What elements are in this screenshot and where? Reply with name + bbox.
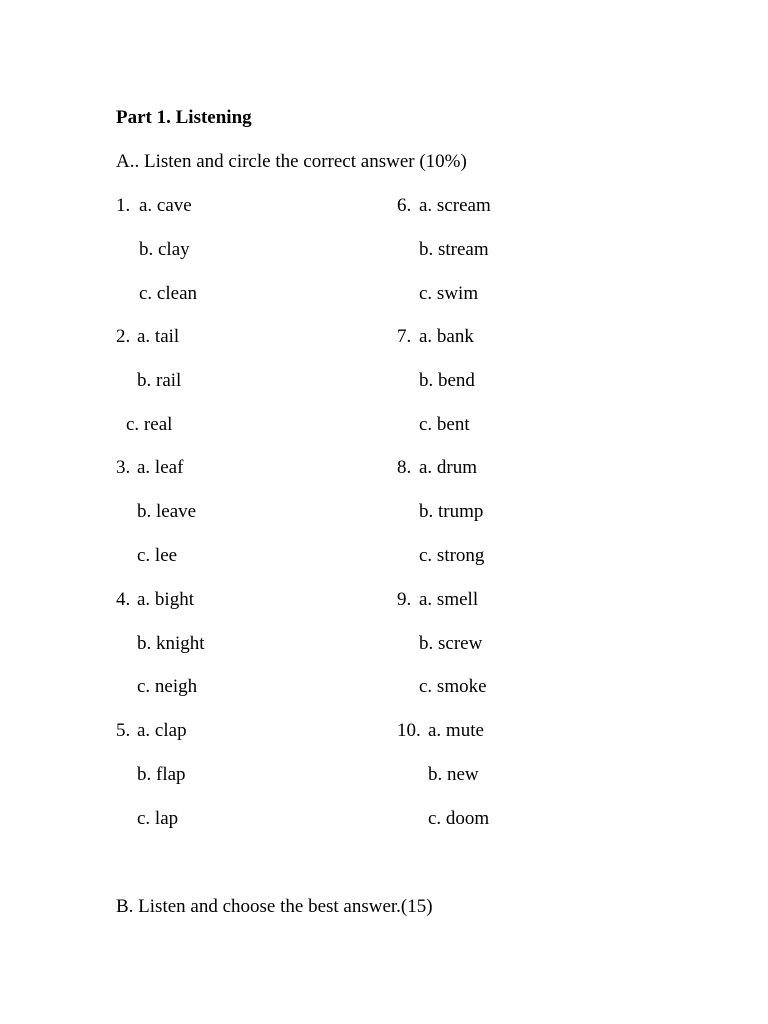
- option-b: b. leave: [137, 501, 197, 522]
- question-number: 10.: [397, 720, 421, 741]
- section-b-heading: B. Listen and choose the best answer.(15): [116, 896, 433, 917]
- option-a: a. drum: [419, 457, 478, 478]
- option-a: a. cave: [139, 195, 192, 216]
- option-c: c. lap: [137, 808, 179, 829]
- question-number: 6.: [397, 195, 412, 216]
- option-c: c. swim: [419, 283, 479, 304]
- option-b: b. clay: [139, 239, 190, 260]
- option-a: a. scream: [419, 195, 491, 216]
- question-number: 1.: [116, 195, 131, 216]
- question-number: 5.: [116, 720, 131, 741]
- option-c: c. doom: [428, 808, 490, 829]
- option-a: a. smell: [419, 589, 479, 610]
- option-c: c. smoke: [419, 676, 487, 697]
- question-number: 7.: [397, 326, 412, 347]
- option-a: a. mute: [428, 720, 484, 741]
- option-c: c. strong: [419, 545, 485, 566]
- option-a: a. leaf: [137, 457, 184, 478]
- option-a: a. clap: [137, 720, 187, 741]
- option-c: c. real: [126, 414, 173, 435]
- option-c: c. lee: [137, 545, 178, 566]
- option-a: a. bight: [137, 589, 194, 610]
- option-c: c. clean: [139, 283, 198, 304]
- option-b: b. bend: [419, 370, 475, 391]
- option-b: b. flap: [137, 764, 186, 785]
- question-number: 3.: [116, 457, 131, 478]
- question-number: 8.: [397, 457, 412, 478]
- option-c: c. neigh: [137, 676, 198, 697]
- option-b: b. screw: [419, 633, 483, 654]
- option-b: b. stream: [419, 239, 489, 260]
- option-b: b. trump: [419, 501, 484, 522]
- question-number: 4.: [116, 589, 131, 610]
- option-c: c. bent: [419, 414, 470, 435]
- option-b: b. knight: [137, 633, 205, 654]
- part-title: Part 1. Listening: [116, 107, 252, 128]
- question-number: 2.: [116, 326, 131, 347]
- option-b: b. new: [428, 764, 479, 785]
- option-a: a. tail: [137, 326, 180, 347]
- option-a: a. bank: [419, 326, 474, 347]
- question-number: 9.: [397, 589, 412, 610]
- section-a-heading: A.. Listen and circle the correct answer (10%): [116, 151, 467, 172]
- option-b: b. rail: [137, 370, 182, 391]
